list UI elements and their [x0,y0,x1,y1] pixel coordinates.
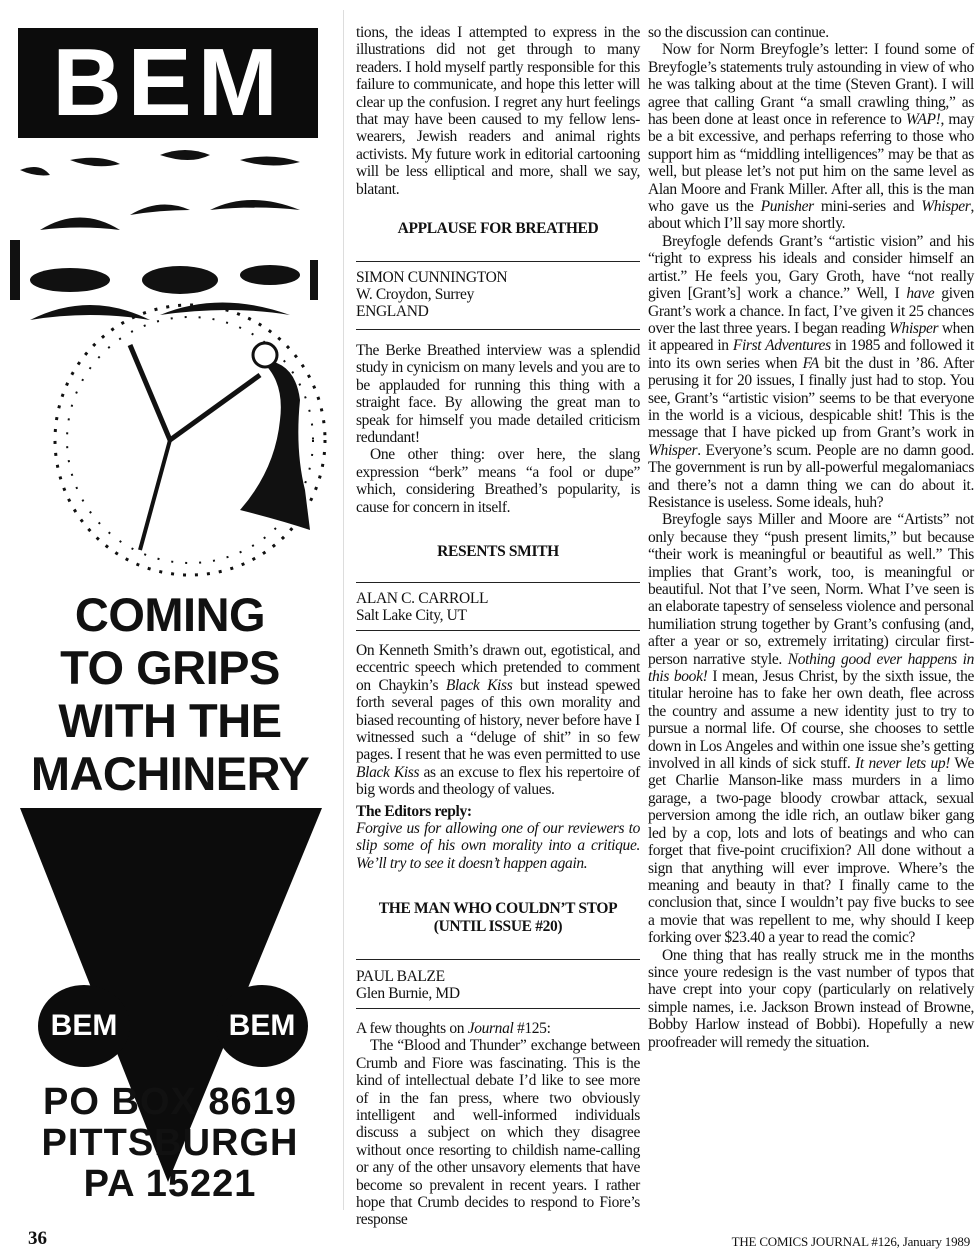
letter-heading: RESENTS SMITH [437,543,559,560]
letter-signature [356,968,640,1002]
headline-line: MACHINERY [30,747,310,800]
ad-headline [0,588,340,800]
letter-body [356,642,640,872]
text-run: Now for Norm Breyfogle’s letter: I found some of Breyfogle’s statements truly astounding in view of who he was talking about at the time (Steven Grant). I will agree that calling Grant “a small crawling thing,” as has been done at least once in reference to [648,41,974,129]
divider-rule [356,582,640,583]
heading-line: THE MAN WHO COULDN’T STOP [378,900,618,917]
bem-circle-right: BEM [216,985,308,1067]
author-name: PAUL BALZE [356,968,445,985]
headline-line: COMING [74,588,266,641]
letter-signature [356,590,640,624]
bem-advertisement [0,0,340,1230]
divider-rule [356,1008,640,1009]
address-line: PITTSBURGH [41,1122,299,1164]
author-name: ALAN C. CARROLL [356,590,489,607]
text-run: Breyfogle defends Grant’s “artistic vision” and his “right to express his ideals and consider himself an artist.” He feels you, Gary Groth, have “not really given [Grant’s] work a chance.” Well, I [648,232,974,303]
paragraph [356,446,640,516]
author-location: W. Croydon, Surrey [356,286,474,303]
divider-rule [356,329,640,330]
address-line: PA 15221 [83,1163,257,1205]
paragraph [648,24,974,41]
text-run: One other thing: over here, the slang expression “berk” means “a fool or dupe” which, considering Breathed’s popularity, is cause for concern in itself. [356,446,640,516]
text-run: when it appeared in [648,319,975,355]
author-name: SIMON CUNNINGTON [356,269,508,286]
italic-text-run: Black Kiss [445,676,513,694]
author-location: Glen Burnie, MD [356,985,460,1002]
text-run: On Kenneth Smith’s drawn out, egotistical, and eccentric speech which pretended to comment on Chaykin’s [356,642,640,694]
letter-heading: APPLAUSE FOR BREATHED [397,220,599,237]
text-run: in 1985 and followed it into its own series when [648,337,974,372]
text-run: tions, the ideas I attempted to express in the illustrations did not get through to many readers. I hold myself partly responsible for this failure to communicate, and hope this letter will clear up the confusion. I regret any hurt feelings that may have been caused to my fellow lens-wearers, Jewish readers and animal rights activists. My future work in editorial cartooning will be less elliptical and more, shall we say, blatant. [356,24,640,198]
heading-line: (UNTIL ISSUE #20) [433,918,563,935]
text-run: We get Charlie Manson-like mass murders in a limo garage, a two-page bloody crowbar attack, sexual perversion among the idle rich, an outlaw biker gang led by a cop, lots and lots of beatings and who can forget that five-point crucifixion? All done without a sign that anything will ever improve. Where’s the meaning and beauty in that? I finally came to the conclusion that, since I wouldn’t pay five bucks to see a movie that was repellent to me, why should I keep forking over $23.40 a year to read the comic? [648,755,974,947]
author-location: ENGLAND [356,303,429,320]
divider-rule [356,959,640,960]
text-run: The “Blood and Thunder” exchange between Crumb and Fiore was fascinating. This is the kind of intellectual debate I’d like to see more of in the fan press, where two obviously intelligent and well-informed individuals discuss a subject on which they disagree without once resorting to childish name-calling or any of the other unsavory elements that have become so prevalent in recent years. I rather hope that Crumb decides to respond to Fiore’s response [356,1037,640,1229]
text-run: Breyfogle says Miller and Moore are “Artists” not only because they “push present limits,” but because “their work is meaningful or beautiful as well.” This implies that Grant’s work, too, is meaningful or beautiful. Not that I’ve seen, Norm. What I’ve seen is an elaborate tapestry of senseless violence and personal humiliation strung together by Grant’s confusing (and, after a year or so, extremely irritating) circular first-person narrative style. [648,511,974,668]
page-number: 36 [28,1228,47,1249]
text-run: as an excuse to flex his repertoire of big words and theology of values. [356,763,640,799]
divider-rule [356,261,640,262]
right-column [648,24,974,1051]
headline-line: TO GRIPS [60,641,280,694]
italic-text-run: First Adventures [732,337,831,355]
text-run: . Everyone’s scum. People are no damn good. The government is run by all-powerful megalomaniacs and there’s not a damn thing we can do about it. Resistance is useless. Some ideals, huh? [648,441,974,511]
column-divider [343,10,344,1210]
letter-body [356,1020,640,1229]
text-run: but instead spewed forth several pages of this own morality and biased recounting of history, never before have I witnessed such a “deluge of shit” in so few pages. I resent that he was even permitted to use [356,676,640,764]
italic-text-run: Journal [467,1020,514,1037]
italic-text-run: Whisper [888,319,939,337]
text-run: A few thoughts on [356,1020,468,1037]
paragraph [356,24,640,198]
italic-text-run: Whisper [648,441,698,459]
text-run: , about which I’ll say more shortly. [648,198,974,233]
text-run: , may be a bit excessive, and perhaps referring to those who support him as “middling intelligences” may be that as well, but please let’s not put him on the same level as Alan Moore and Frank Miller. After all, this is the man who gave us the [648,111,975,216]
paragraph [356,642,640,799]
address-line: PO BOX 8619 [43,1081,297,1123]
text-run: bit the dust in ’86. After perusing it for 20 issues, I finally just had to stop. You see, Grant’s “artistic vision” seems to be that everyone in the world is a vicious, despicable shit! This is the message that I have picked up from Grant’s work in [648,354,974,442]
letter-body [356,342,640,516]
paragraph [648,511,974,946]
paragraph [648,233,974,512]
italic-text-run: Whisper [921,198,971,216]
bem-circle-left: BEM [38,985,130,1067]
italic-text-run: have [906,285,935,303]
text-run: One thing that has really struck me in the months since youre redesign is the vast number of typos that have crept into your copy (particularly on relatively simple names, i.e. Jackson Brown instead of Browne, Bobby Harlow instead of Bobbi). Hopefully a new proofreader will remedy the situation. [648,946,974,1051]
italic-text-run: It never lets up! [855,755,951,773]
divider-rule [356,630,640,631]
editors-reply-label: The Editors reply: [356,802,472,820]
author-location: Salt Lake City, UT [356,607,467,624]
ad-address [0,1082,340,1205]
text-run: mini-series and [813,198,922,216]
text-run: #125: [513,1020,551,1037]
paragraph [648,947,974,1051]
paragraph [356,342,640,446]
italic-text-run: FA [802,354,819,372]
editors-reply-text: Forgive us for allowing one of our reviewers to slip some of his own morality into a critique. We’ll try to see it doesn’t happen again. [356,820,640,872]
italic-text-run: Black Kiss [356,763,420,781]
clock-machinery-illustration [10,140,330,585]
text-run: given Grant’s work a chance. In fact, I’ve given it 25 chances over the last three years. I began reading [648,285,974,337]
italic-text-run: Punisher [760,198,814,216]
letter-heading [356,900,640,936]
letter-signature [356,269,640,320]
paragraph [648,41,974,232]
headline-line: WITH THE [58,694,282,747]
paragraph [356,1020,640,1037]
text-run: The Berke Breathed interview was a splendid study in cynicism on many levels and you are to be applauded for running this thing with a straight face. By allowing the great man to speak for himself you made detailed criticism redundant! [356,342,640,447]
letter-continuation [356,24,640,198]
italic-text-run: WAP! [905,111,941,129]
publication-footer: THE COMICS JOURNAL #126, January 1989 [731,1234,970,1249]
paragraph [356,1037,640,1228]
bem-logo: BEM [18,28,318,138]
text-run: I mean, Jesus Christ, by the sixth issue, the titular heroine has to fake her own death, flee across the country and assume a new identity just to try to pursue a normal life. Of course, she chooses to settle down in Los Angeles and within one issue she’s getting involved in all kinds of sick stuff. [648,668,975,773]
italic-text-run: Nothing good ever happens in this book! [648,650,975,686]
text-run: so the discussion can continue. [648,24,829,41]
